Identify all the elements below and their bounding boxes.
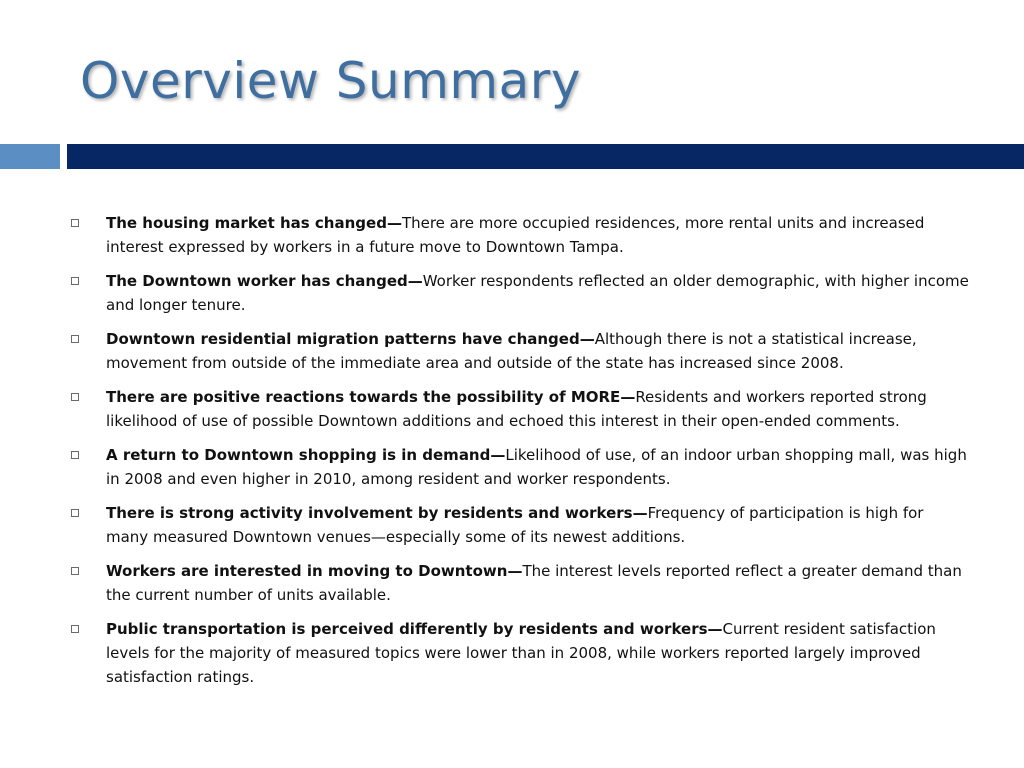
bullet-dash: — bbox=[490, 446, 506, 464]
summary-bullet-list bbox=[70, 211, 970, 699]
bullet-item bbox=[70, 559, 970, 607]
bullet-text: Frequency of participation is high for many measured Downtown venues—especially some of its newest additions. bbox=[106, 504, 924, 546]
accent-bar-light bbox=[0, 144, 60, 169]
bullet-item bbox=[70, 269, 970, 317]
bullet-item bbox=[70, 617, 970, 689]
bullet-dash: — bbox=[507, 562, 523, 580]
bullet-heading: There are positive reactions towards the possibility of MORE bbox=[106, 388, 621, 406]
bullet-item bbox=[70, 501, 970, 549]
bullet-dash: — bbox=[579, 330, 595, 348]
bullet-dash: — bbox=[707, 620, 723, 638]
bullet-item bbox=[70, 443, 970, 491]
bullet-dash: — bbox=[386, 214, 402, 232]
slide-title: Overview Summary bbox=[80, 52, 581, 110]
square-bullet-icon bbox=[71, 509, 79, 517]
bullet-heading: Workers are interested in moving to Downtown bbox=[106, 562, 508, 580]
bullet-item bbox=[70, 385, 970, 433]
square-bullet-icon bbox=[71, 567, 79, 575]
bullet-heading: Downtown residential migration patterns have changed bbox=[106, 330, 580, 348]
bullet-text: Likelihood of use, of an indoor urban shopping mall, was high in 2008 and even higher in 2010, among resident and worker respondents. bbox=[106, 446, 967, 488]
bullet-text: Although there is not a statistical increase, movement from outside of the immediate area and outside of the state has increased since 2008. bbox=[106, 330, 917, 372]
accent-bar-dark bbox=[67, 144, 1024, 169]
bullet-text: Worker respondents reflected an older demographic, with higher income and longer tenure. bbox=[106, 272, 969, 314]
bullet-heading: The housing market has changed bbox=[106, 214, 387, 232]
bullet-heading: A return to Downtown shopping is in demand bbox=[106, 446, 491, 464]
bullet-item bbox=[70, 327, 970, 375]
bullet-dash: — bbox=[620, 388, 636, 406]
bullet-text: The interest levels reported reflect a greater demand than the current number of units available. bbox=[106, 562, 962, 604]
bullet-text: Current resident satisfaction levels for the majority of measured topics were lower than in 2008, while workers reported largely improved satisfaction ratings. bbox=[106, 620, 936, 686]
bullet-heading: The Downtown worker has changed bbox=[106, 272, 408, 290]
square-bullet-icon bbox=[71, 625, 79, 633]
bullet-dash: — bbox=[632, 504, 648, 522]
bullet-item bbox=[70, 211, 970, 259]
bullet-heading: There is strong activity involvement by residents and workers bbox=[106, 504, 633, 522]
bullet-text: Residents and workers reported strong likelihood of use of possible Downtown additions and echoed this interest in their open-ended comments. bbox=[106, 388, 927, 430]
bullet-heading: Public transportation is perceived differently by residents and workers bbox=[106, 620, 708, 638]
square-bullet-icon bbox=[71, 451, 79, 459]
square-bullet-icon bbox=[71, 335, 79, 343]
square-bullet-icon bbox=[71, 219, 79, 227]
bullet-dash: — bbox=[407, 272, 423, 290]
square-bullet-icon bbox=[71, 277, 79, 285]
bullet-text: There are more occupied residences, more rental units and increased interest expressed by workers in a future move to Downtown Tampa. bbox=[106, 214, 925, 256]
square-bullet-icon bbox=[71, 393, 79, 401]
